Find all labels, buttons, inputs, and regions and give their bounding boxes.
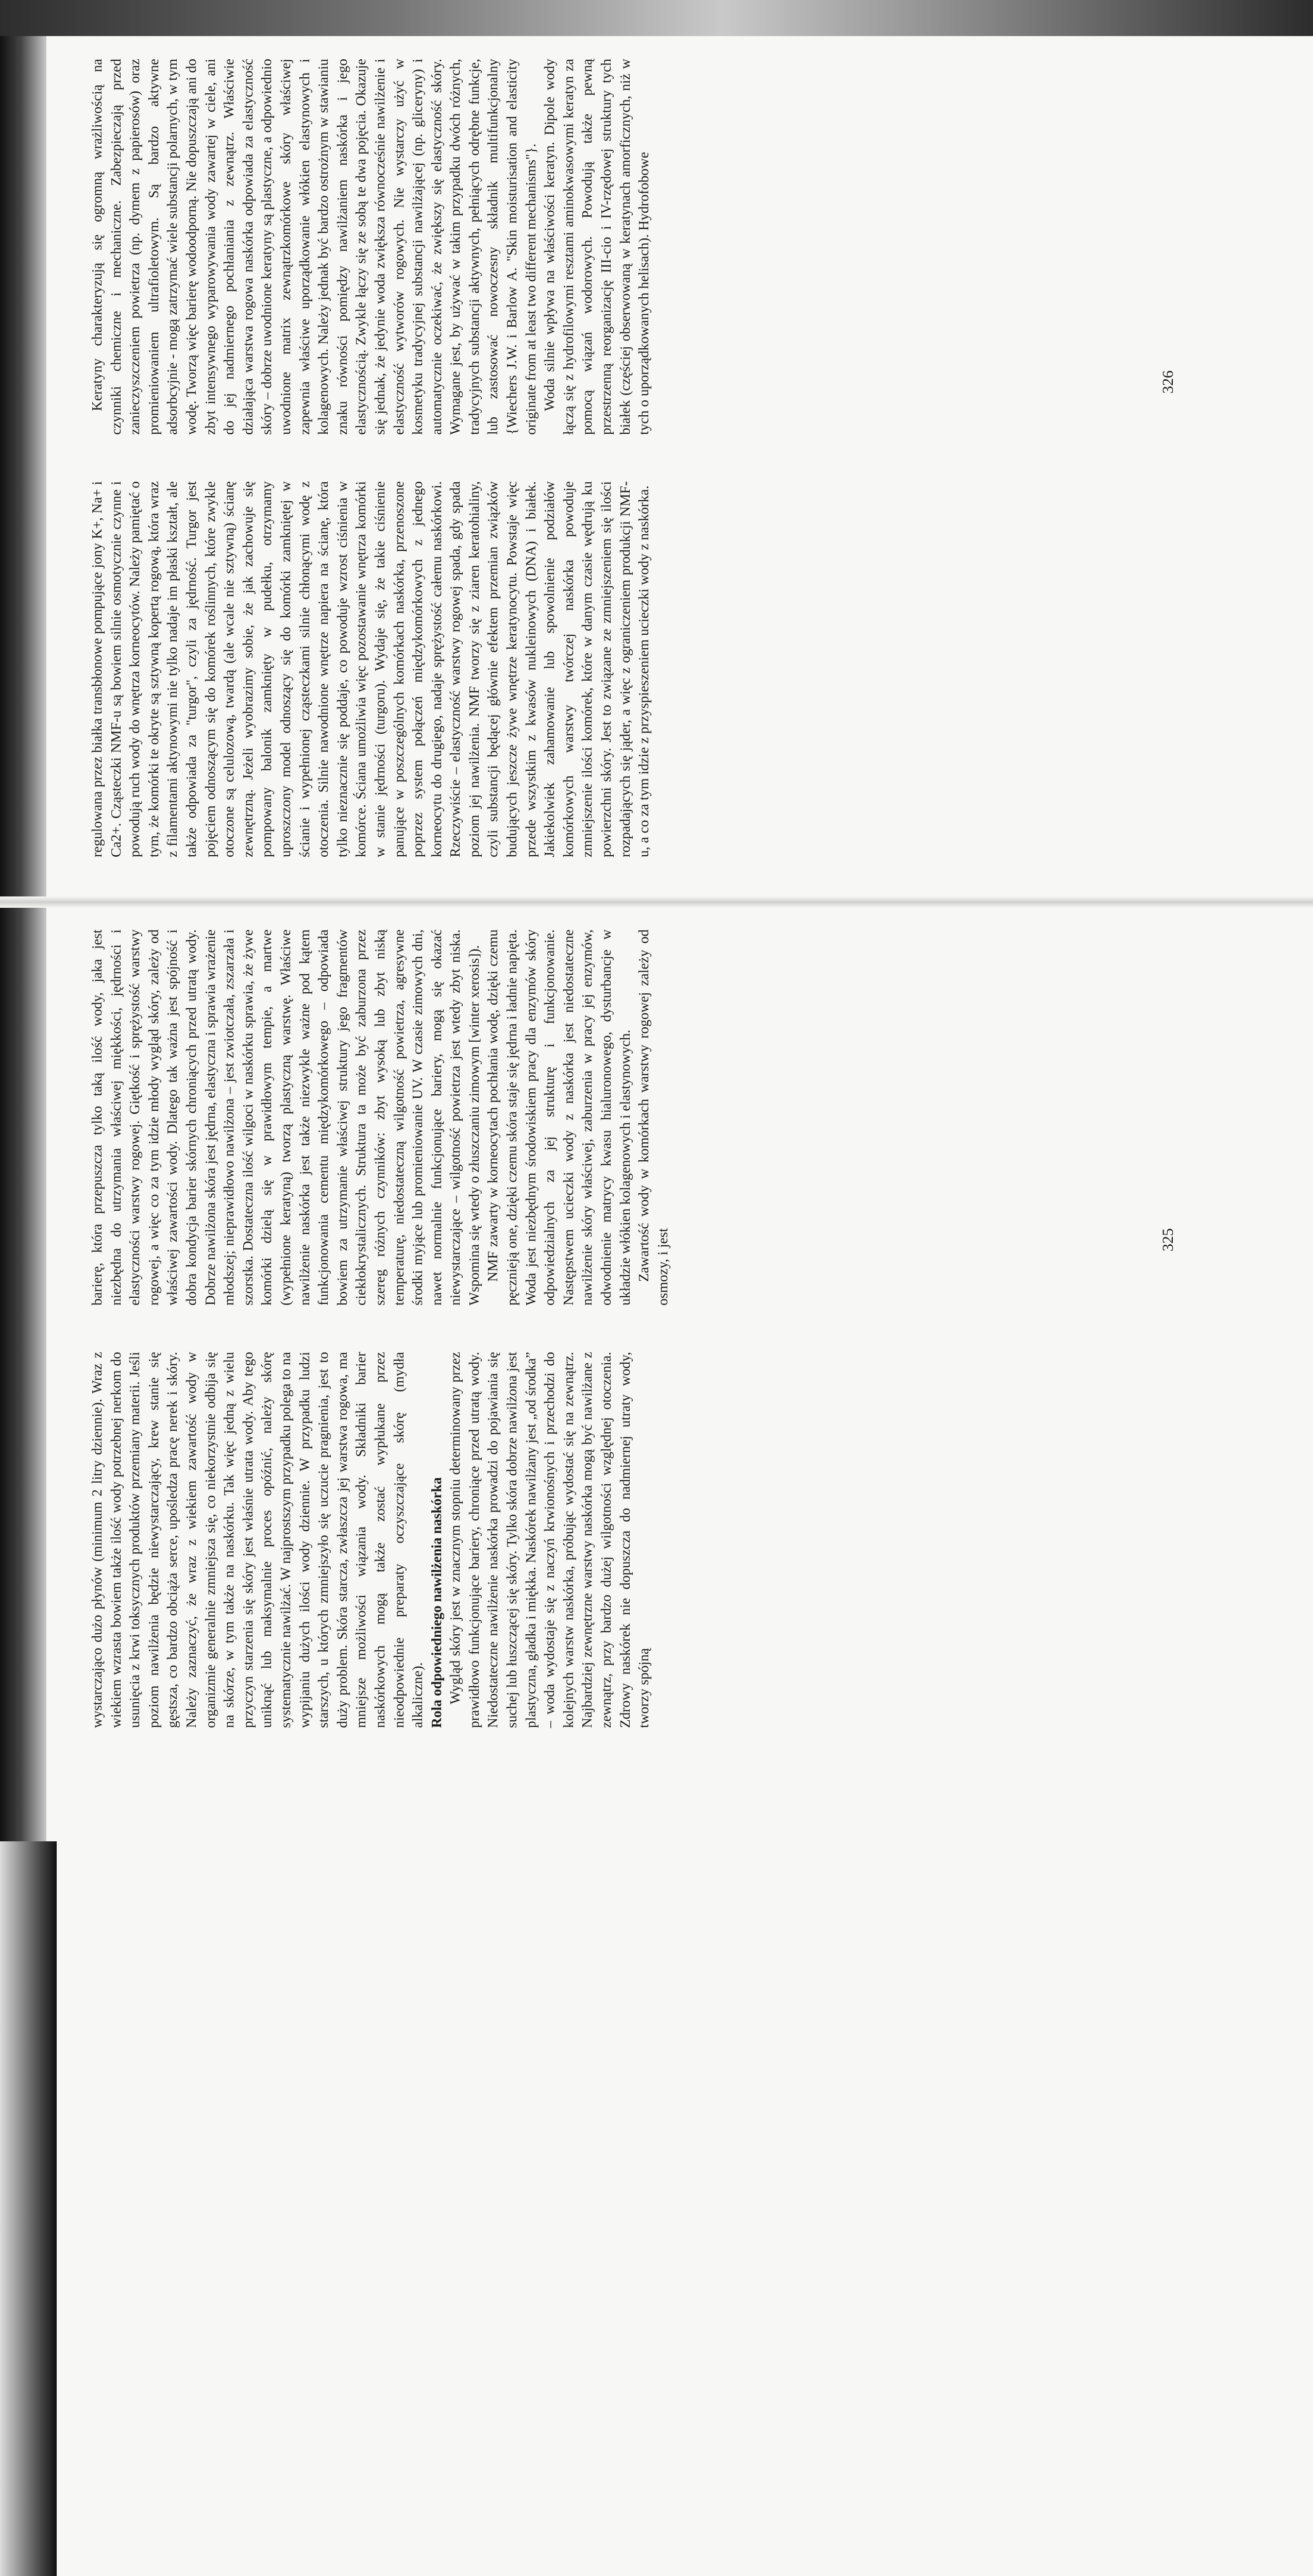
left-page-column-1 [88,1352,653,1728]
paragraph: Woda silnie wpływa na właściwości keratyn. Dipole wody łączą się z hydrofilowymi resztami aminokwasowymi keratyn za pomocą wiązań wodorowych. Powodują także pewną przestrzenną reorganizację III-cio i IV-rzędowej struktury tych białek (częściej obserwowaną w keratynach amorficznych, niż w tych o uporządkowanych helisach). Hydrofobowe [541,59,652,435]
right-page-column-1 [88,481,653,857]
paragraph: NMF zawarty w korneocytach pochłania wodę, dzięki czemu pęcznieją one, dzięki czemu skóra staje się jędrna i ładnie napięta. Woda jest niezbędnym środowiskiem pracy dla enzymów skóry odpowiedzialnych za jej strukturę i funkcjonowanie. Następstwem ucieczki wody z naskórka jest niedostateczne nawilżenie skóry właściwej, zaburzenia w pracy jej enzymów, odwodnienie matrycy kwasu hialuronowego, dysturbancje w układzie włókien kolagenowych i elastynowych. [484,929,633,1306]
page-325 [88,924,1176,1728]
page-number: 325 [1159,1228,1176,1251]
page-326 [88,54,1176,857]
section-heading: Rola odpowiedniego nawilżenia naskórka [428,1477,444,1728]
right-page-column-2 [88,59,653,435]
page-number: 326 [1159,370,1176,394]
left-page-column-2 [88,929,672,1306]
paragraph: Keratyny charakteryzują się ogromną wrażliwością na czynniki chemiczne i mechaniczne. Zabezpieczają przed zanieczyszczeniem powietrza (np. dymem z papierosów) oraz promieniowaniem ultrafioletowym. Są bardzo aktywne adsorbcyjnie - mogą zatrzymać wiele substancji polarnych, w tym wodę. Tworzą więc barierę wodoodporną. Nie dopuszczają ani do zbyt intensywnego wyparowywania wody zawartej w ciele, ani do jej nadmiernego pochłaniania z zewnątrz. Właściwie działająca warstwa rogowa naskórka odpowiada za elastyczność skóry – dobrze uwodnione keratyny są plastyczne, a odpowiednio uwodnione matrix zewnątrzkomórkowe skóry właściwej zapewnia właściwe uporządkowanie włókien elastynowych i kolagenowych. Należy jednak być bardzo ostrożnym w stawianiu znaku równości pomiędzy nawilżaniem naskórka i jego elastycznością. Zwykle łączy się ze sobą te dwa pojęcia. Okazuje się jednak, że jedynie woda zwiększa równocześnie nawilżenie i elastyczność wytworów rogowych. Nie wystarczy użyć w kosmetyku tradycyjnej substancji nawilżającej (np. gliceryny) i automatycznie oczekiwać, że zwiększy się elastyczność skóry. Wymagane jest, by używać w takim przypadku dwóch różnych, tradycyjnych substancji aktywnych, pełniących odrębne funkcje, lub zastosować nowoczesny składnik multifunkcjonalny {Wiechers J.W. i Barlow A. "Skin moisturisation and elasticity originate from at least two different mechanisms"}. [89,59,538,435]
paragraph: wystarczająco dużo płynów (minimum 2 litry dziennie). Wraz z wiekiem wzrasta bowiem także ilość wody potrzebnej nerkom do usunięcia z krwi toksycznych produktów przemiany materii. Jeśli poziom nawilżenia będzie niewystarczający, krew stanie się gęstsza, co bardzo obciąża serce, upośledza pracę nerek i skóry. Należy zaznaczyć, że wraz z wiekiem zawartość wody w organizmie generalnie zmniejsza się, co niekorzystnie odbija się na skórze, w tym także na naskórku. Tak więc jedną z wielu przyczyn starzenia się skóry jest właśnie utrata wody. Aby tego uniknąć lub maksymalnie proces opóźnić, należy skórę systematycznie nawilżać. W najprostszym przypadku polega to na wypijaniu dużych ilości wody dziennie. W przypadku ludzi starszych, u których zmniejszyło się uczucie pragnienia, jest to duży problem. Skóra starcza, zwłaszcza jej warstwa rogowa, ma mniejsze możliwości wiązania wody. Składniki barier naskórkowych mogą także zostać wypłukane przez nieodpowiednie preparaty oczyszczające skórę (mydła alkaliczne). [89,1352,426,1728]
paragraph: Zawartość wody w komórkach warstwy rogowej zależy od osmozy, i jest [635,929,670,1306]
paragraph: regulowana przez białka transbłonowe pompujące jony K+, Na+ i Ca2+. Cząsteczki NMF-u są bowiem silnie osmotycznie czynne i powodują ruch wody do wnętrza korneocytów. Należy pamiętać o tym, że komórki te okryte są sztywną kopertą rogową, która wraz z filamentami aktynowymi nie tylko nadaje im płaski kształt, ale także odpowiada za "turgor", czyli za jędrność. Turgor jest pojęciem odnoszącym się do komórek roślinnych, które zwykle otoczone są celulozową, twardą (ale wcale nie sztywną) ścianę zewnętrzną. Jeżeli wyobrazimy sobie, że jak zachowuje się pompowany balonik zamknięty w pudełku, otrzymamy uproszczony model odnoszący się do komórki zamkniętej w ścianie i wypełnionej cząsteczkami silnie chłonącymi wodę z otoczenia. Silnie nawodnione wnętrze napiera na ścianę, która tylko nieznacznie się poddaje, co powoduje wzrost ciśnienia w komórce. Ściana umożliwia więc pozostawanie wnętrza komórki w stanie jędrności (turgoru). Wydaje się, że takie ciśnienie panujące w poszczególnych komórkach naskórka, przenoszone poprzez system połączeń międzykomórkowych z jednego korneocytu do drugiego, nadaje sprężystość całemu naskórkowi. Rzeczywiście – elastyczność warstwy rogowej spada, gdy spada poziom jej nawilżenia. NMF tworzy się z ziaren keratohialiny, czyli substancji będącej głównie efektem przemian związków budujących jeszcze żywe wnętrze keratynocytu. Powstaje więc przede wszystkim z kwasów nukleinowych (DNA) i białek. Jakiekolwiek zahamowanie lub spowolnienie podziałów komórkowych warstwy twórczej naskórka powoduje zmniejszenie ilości komórek, które w danym czasie wędrują ku powierzchni skóry. Jest to związane ze zmniejszeniem się ilości rozpadających się jąder, a więc z ograniczeniem produkcji NMF-u, a co za tym idzie z przyspieszeniem ucieczki wody z naskórka. [89,481,652,857]
paragraph: barierę, która przepuszcza tylko taką ilość wody, jaka jest niezbędna do utrzymania właściwej miękkości, jędrności i elastyczności warstwy rogowej. Giętkość i sprężystość warstwy rogowej, a więc co za tym idzie młody wygląd skóry, zależy od właściwej zawartości wody. Dlatego tak ważna jest spójność i dobra kondycja barier skórnych chroniących przed utratą wody. Dobrze nawilżona skóra jest jędrna, elastyczna i sprawia wrażenie młodszej; nieprawidłowo nawilżona – jest zwiotczała, zszarzała i szorstka. Dostateczna ilość wilgoci w naskórku sprawia, że żywe komórki dzielą się w prawidłowym tempie, a martwe (wypełnione keratyną) tworzą plastyczną warstwę. Właściwe nawilżenie naskórka jest także niezwykle ważne pod kątem funkcjonowania cementu międzykomórkowego – odpowiada bowiem za utrzymanie właściwej struktury jego fragmentów ciekłokrystalicznych. Struktura ta może być zaburzona przez szereg różnych czynników: zbyt wysoką lub zbyt niską temperaturę, niedostateczną wilgotność powietrza, agresywne środki myjące lub promieniowanie UV. W czasie zimowych dni, nawet normalnie funkcjonujące bariery, mogą się okazać niewystarczające – wilgotność powietrza jest wtedy zbyt niska. Wspomina się wtedy o złuszczaniu zimowym [winter xerosis]). [89,929,482,1306]
scanner-shadow-right [0,1841,57,2576]
paragraph: Wygląd skóry jest w znacznym stopniu determinowany przez prawidłowo funkcjonujące bariery, chroniące przed utratą wody. Niedostateczne nawilżenie naskórka prowadzi do pojawiania się suchej lub łuszczącej się skóry. Tylko skóra dobrze nawilżona jest plastyczna, gładka i miękka. Naskórek nawilżany jest „od środka” – woda wydostaje się z naczyń krwionośnych i przechodzi do kolejnych warstw naskórka, próbując wydostać się na zewnątrz. Najbardziej zewnętrzne warstwy naskórka mogą być nawilżane z zewnątrz, przy bardzo dużej wilgotności względnej otoczenia. Zdrowy naskórek nie dopuszcza do nadmiernej utraty wody, tworzy spójną [447,1352,652,1728]
